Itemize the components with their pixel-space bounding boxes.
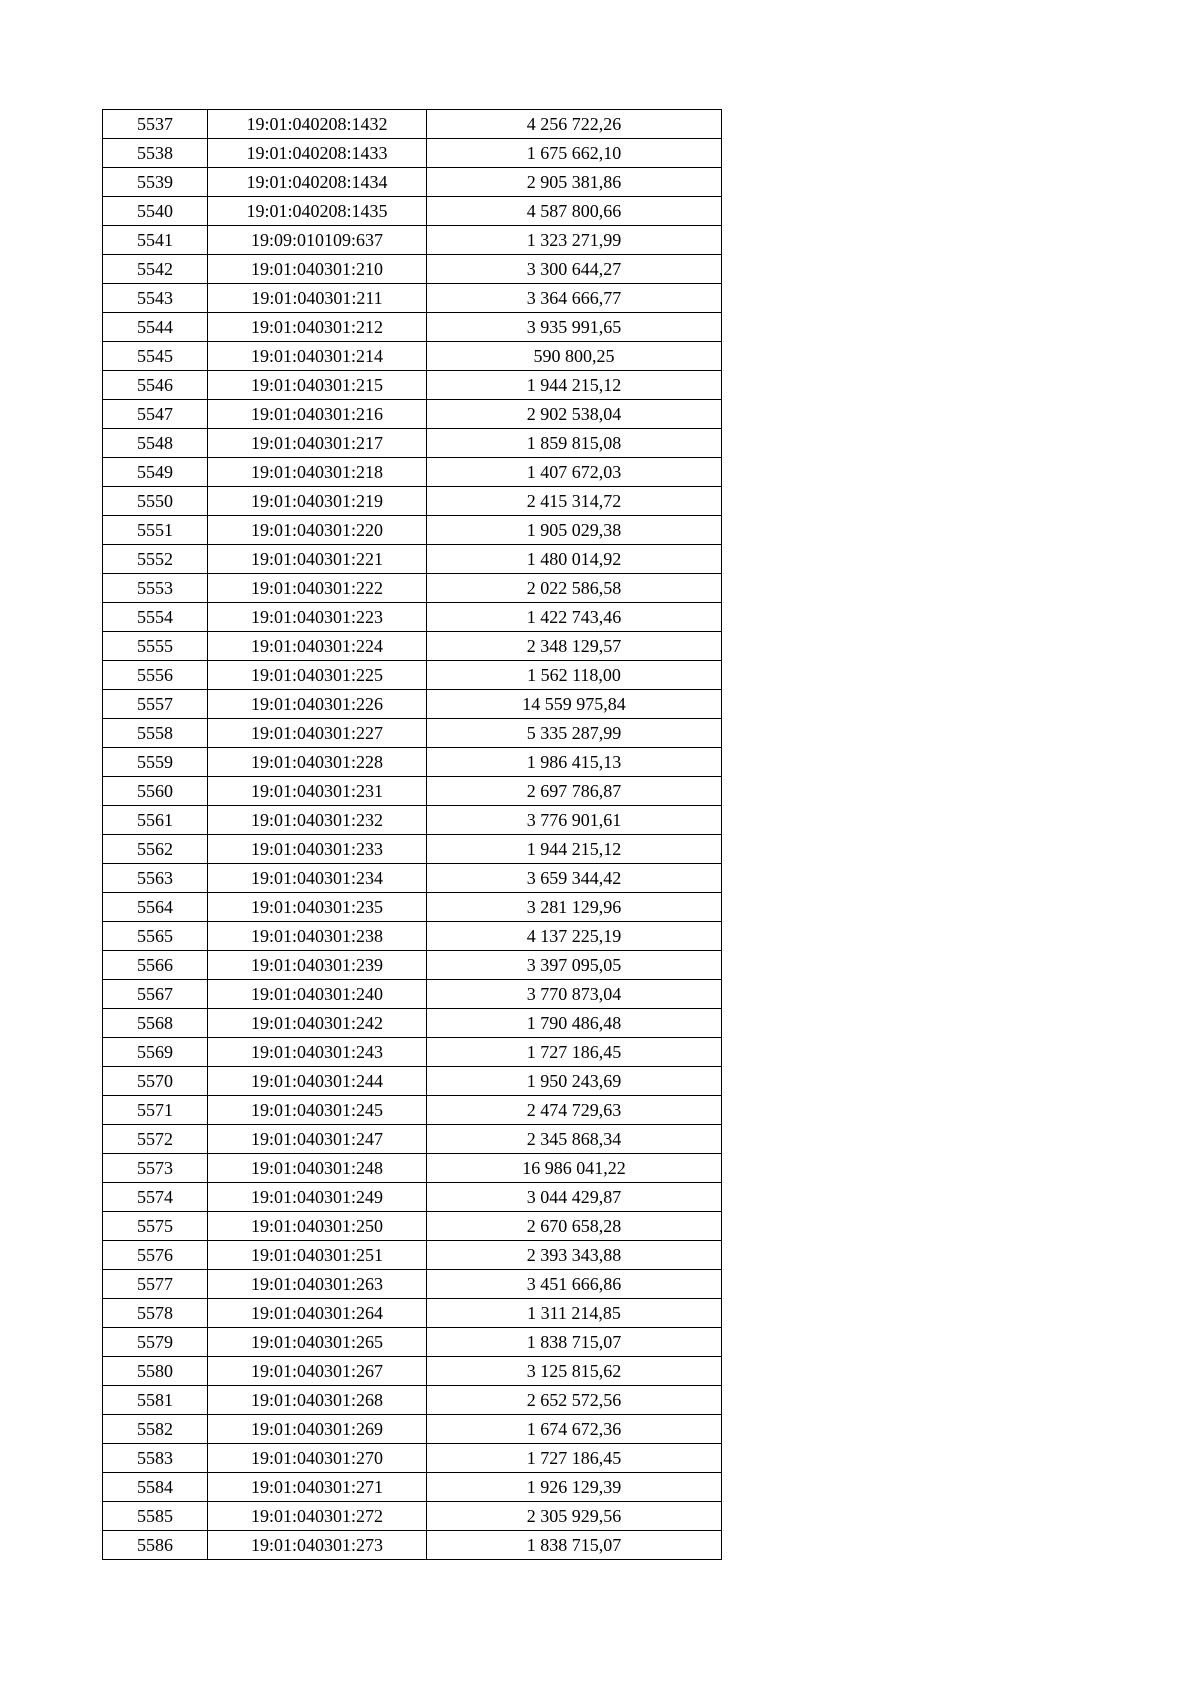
cadastral-number-cell: 19:01:040301:212 [208,313,427,342]
cadastral-number-cell: 19:01:040208:1435 [208,197,427,226]
row-number-cell: 5540 [103,197,208,226]
table-row [103,632,722,661]
row-number-cell: 5576 [103,1241,208,1270]
value-cell: 2 905 381,86 [427,168,722,197]
value-cell: 1 790 486,48 [427,1009,722,1038]
cadastral-number-cell: 19:01:040301:214 [208,342,427,371]
row-number-cell: 5559 [103,748,208,777]
row-number-cell: 5567 [103,980,208,1009]
table-row [103,1154,722,1183]
cadastral-number-cell: 19:01:040301:227 [208,719,427,748]
value-cell: 2 022 586,58 [427,574,722,603]
cadastral-number-cell: 19:01:040301:234 [208,864,427,893]
value-cell: 3 935 991,65 [427,313,722,342]
table-row [103,574,722,603]
row-number-cell: 5542 [103,255,208,284]
value-cell: 1 675 662,10 [427,139,722,168]
row-number-cell: 5571 [103,1096,208,1125]
row-number-cell: 5585 [103,1502,208,1531]
row-number-cell: 5554 [103,603,208,632]
value-cell: 3 776 901,61 [427,806,722,835]
row-number-cell: 5581 [103,1386,208,1415]
table-row [103,1067,722,1096]
table-row [103,342,722,371]
cadastral-number-cell: 19:01:040301:271 [208,1473,427,1502]
table-row [103,168,722,197]
table-row [103,255,722,284]
row-number-cell: 5561 [103,806,208,835]
value-cell: 2 902 538,04 [427,400,722,429]
row-number-cell: 5577 [103,1270,208,1299]
table-row [103,1096,722,1125]
row-number-cell: 5558 [103,719,208,748]
table-row [103,545,722,574]
table-row [103,748,722,777]
cadastral-number-cell: 19:01:040301:233 [208,835,427,864]
cadastral-number-cell: 19:01:040301:220 [208,516,427,545]
row-number-cell: 5584 [103,1473,208,1502]
cadastral-number-cell: 19:01:040208:1432 [208,110,427,139]
cadastral-number-cell: 19:01:040301:217 [208,429,427,458]
cadastral-number-cell: 19:01:040301:231 [208,777,427,806]
row-number-cell: 5543 [103,284,208,313]
value-cell: 1 311 214,85 [427,1299,722,1328]
cadastral-number-cell: 19:01:040301:273 [208,1531,427,1560]
value-cell: 3 281 129,96 [427,893,722,922]
cadastral-number-cell: 19:01:040301:221 [208,545,427,574]
row-number-cell: 5578 [103,1299,208,1328]
table-row [103,1328,722,1357]
row-number-cell: 5537 [103,110,208,139]
value-cell: 3 125 815,62 [427,1357,722,1386]
cadastral-number-cell: 19:01:040301:222 [208,574,427,603]
row-number-cell: 5546 [103,371,208,400]
table-row [103,893,722,922]
value-cell: 1 950 243,69 [427,1067,722,1096]
row-number-cell: 5564 [103,893,208,922]
cadastral-number-cell: 19:01:040301:224 [208,632,427,661]
table-row [103,806,722,835]
table-row [103,139,722,168]
value-cell: 1 422 743,46 [427,603,722,632]
table-row [103,777,722,806]
value-cell: 2 670 658,28 [427,1212,722,1241]
row-number-cell: 5570 [103,1067,208,1096]
value-cell: 2 415 314,72 [427,487,722,516]
row-number-cell: 5582 [103,1415,208,1444]
value-cell: 1 407 672,03 [427,458,722,487]
value-cell: 16 986 041,22 [427,1154,722,1183]
cadastral-number-cell: 19:01:040301:225 [208,661,427,690]
table-row [103,458,722,487]
value-cell: 3 451 666,86 [427,1270,722,1299]
value-cell: 3 364 666,77 [427,284,722,313]
row-number-cell: 5555 [103,632,208,661]
value-cell: 590 800,25 [427,342,722,371]
cadastral-number-cell: 19:01:040301:219 [208,487,427,516]
table-row [103,1038,722,1067]
row-number-cell: 5551 [103,516,208,545]
cadastral-number-cell: 19:01:040301:239 [208,951,427,980]
value-cell: 14 559 975,84 [427,690,722,719]
row-number-cell: 5574 [103,1183,208,1212]
value-cell: 1 838 715,07 [427,1531,722,1560]
cadastral-number-cell: 19:01:040301:248 [208,1154,427,1183]
table-row [103,226,722,255]
value-cell: 1 944 215,12 [427,371,722,400]
cadastral-number-cell: 19:01:040301:243 [208,1038,427,1067]
cadastral-number-cell: 19:01:040301:235 [208,893,427,922]
value-cell: 2 345 868,34 [427,1125,722,1154]
cadastral-number-cell: 19:01:040301:247 [208,1125,427,1154]
table-row [103,835,722,864]
table-row [103,603,722,632]
cadastral-number-cell: 19:01:040301:272 [208,1502,427,1531]
row-number-cell: 5560 [103,777,208,806]
table-row [103,371,722,400]
row-number-cell: 5557 [103,690,208,719]
cadastral-number-cell: 19:01:040301:264 [208,1299,427,1328]
cadastral-number-cell: 19:01:040301:218 [208,458,427,487]
data-table [102,109,722,1560]
row-number-cell: 5562 [103,835,208,864]
cadastral-number-cell: 19:01:040301:226 [208,690,427,719]
value-cell: 1 859 815,08 [427,429,722,458]
cadastral-number-cell: 19:01:040301:210 [208,255,427,284]
value-cell: 1 926 129,39 [427,1473,722,1502]
cadastral-number-cell: 19:01:040301:270 [208,1444,427,1473]
row-number-cell: 5548 [103,429,208,458]
row-number-cell: 5569 [103,1038,208,1067]
row-number-cell: 5556 [103,661,208,690]
row-number-cell: 5573 [103,1154,208,1183]
cadastral-number-cell: 19:01:040301:216 [208,400,427,429]
value-cell: 4 587 800,66 [427,197,722,226]
row-number-cell: 5575 [103,1212,208,1241]
table-row [103,1386,722,1415]
value-cell: 3 044 429,87 [427,1183,722,1212]
cadastral-number-cell: 19:01:040301:232 [208,806,427,835]
table-row [103,110,722,139]
value-cell: 2 348 129,57 [427,632,722,661]
value-cell: 2 305 929,56 [427,1502,722,1531]
cadastral-number-cell: 19:01:040301:263 [208,1270,427,1299]
table-row [103,719,722,748]
cadastral-number-cell: 19:01:040301:211 [208,284,427,313]
row-number-cell: 5583 [103,1444,208,1473]
row-number-cell: 5579 [103,1328,208,1357]
table-row [103,400,722,429]
row-number-cell: 5572 [103,1125,208,1154]
table-row [103,1125,722,1154]
cadastral-number-cell: 19:01:040301:250 [208,1212,427,1241]
value-cell: 1 838 715,07 [427,1328,722,1357]
row-number-cell: 5568 [103,1009,208,1038]
table-row [103,864,722,893]
value-cell: 2 474 729,63 [427,1096,722,1125]
value-cell: 4 256 722,26 [427,110,722,139]
table-row [103,1270,722,1299]
row-number-cell: 5563 [103,864,208,893]
table-row [103,284,722,313]
table-row [103,1444,722,1473]
cadastral-number-cell: 19:01:040301:238 [208,922,427,951]
value-cell: 1 905 029,38 [427,516,722,545]
value-cell: 2 697 786,87 [427,777,722,806]
cadastral-number-cell: 19:01:040301:242 [208,1009,427,1038]
table-row [103,1415,722,1444]
table-row [103,1299,722,1328]
table-row [103,313,722,342]
value-cell: 1 674 672,36 [427,1415,722,1444]
value-cell: 2 393 343,88 [427,1241,722,1270]
table-row [103,980,722,1009]
table-row [103,1473,722,1502]
value-cell: 1 323 271,99 [427,226,722,255]
table-row [103,1241,722,1270]
value-cell: 1 727 186,45 [427,1038,722,1067]
row-number-cell: 5580 [103,1357,208,1386]
value-cell: 1 944 215,12 [427,835,722,864]
row-number-cell: 5538 [103,139,208,168]
table-row [103,1502,722,1531]
table-row [103,1212,722,1241]
cadastral-number-cell: 19:01:040301:245 [208,1096,427,1125]
value-cell: 3 770 873,04 [427,980,722,1009]
cadastral-number-cell: 19:01:040301:223 [208,603,427,632]
table-row [103,922,722,951]
row-number-cell: 5541 [103,226,208,255]
row-number-cell: 5565 [103,922,208,951]
row-number-cell: 5539 [103,168,208,197]
cadastral-number-cell: 19:01:040301:268 [208,1386,427,1415]
value-cell: 1 727 186,45 [427,1444,722,1473]
cadastral-number-cell: 19:01:040301:244 [208,1067,427,1096]
table-row [103,487,722,516]
value-cell: 5 335 287,99 [427,719,722,748]
cadastral-number-cell: 19:01:040301:251 [208,1241,427,1270]
row-number-cell: 5550 [103,487,208,516]
value-cell: 3 659 344,42 [427,864,722,893]
row-number-cell: 5552 [103,545,208,574]
row-number-cell: 5545 [103,342,208,371]
table-row [103,661,722,690]
cadastral-number-cell: 19:01:040301:269 [208,1415,427,1444]
cadastral-number-cell: 19:01:040301:265 [208,1328,427,1357]
cadastral-number-cell: 19:01:040301:267 [208,1357,427,1386]
table-row [103,690,722,719]
table-row [103,1183,722,1212]
cadastral-number-cell: 19:01:040301:215 [208,371,427,400]
value-cell: 4 137 225,19 [427,922,722,951]
row-number-cell: 5566 [103,951,208,980]
cadastral-number-cell: 19:01:040301:240 [208,980,427,1009]
row-number-cell: 5586 [103,1531,208,1560]
row-number-cell: 5553 [103,574,208,603]
table-row [103,197,722,226]
table-row [103,951,722,980]
value-cell: 3 300 644,27 [427,255,722,284]
cadastral-number-cell: 19:01:040301:249 [208,1183,427,1212]
cadastral-number-cell: 19:01:040301:228 [208,748,427,777]
value-cell: 1 562 118,00 [427,661,722,690]
table-row [103,1531,722,1560]
table-row [103,516,722,545]
cadastral-number-cell: 19:01:040208:1434 [208,168,427,197]
table-row [103,1357,722,1386]
value-cell: 1 986 415,13 [427,748,722,777]
value-cell: 2 652 572,56 [427,1386,722,1415]
table-row [103,1009,722,1038]
row-number-cell: 5544 [103,313,208,342]
row-number-cell: 5547 [103,400,208,429]
table-body [103,110,722,1560]
value-cell: 3 397 095,05 [427,951,722,980]
cadastral-number-cell: 19:01:040208:1433 [208,139,427,168]
row-number-cell: 5549 [103,458,208,487]
value-cell: 1 480 014,92 [427,545,722,574]
cadastral-number-cell: 19:09:010109:637 [208,226,427,255]
table-row [103,429,722,458]
